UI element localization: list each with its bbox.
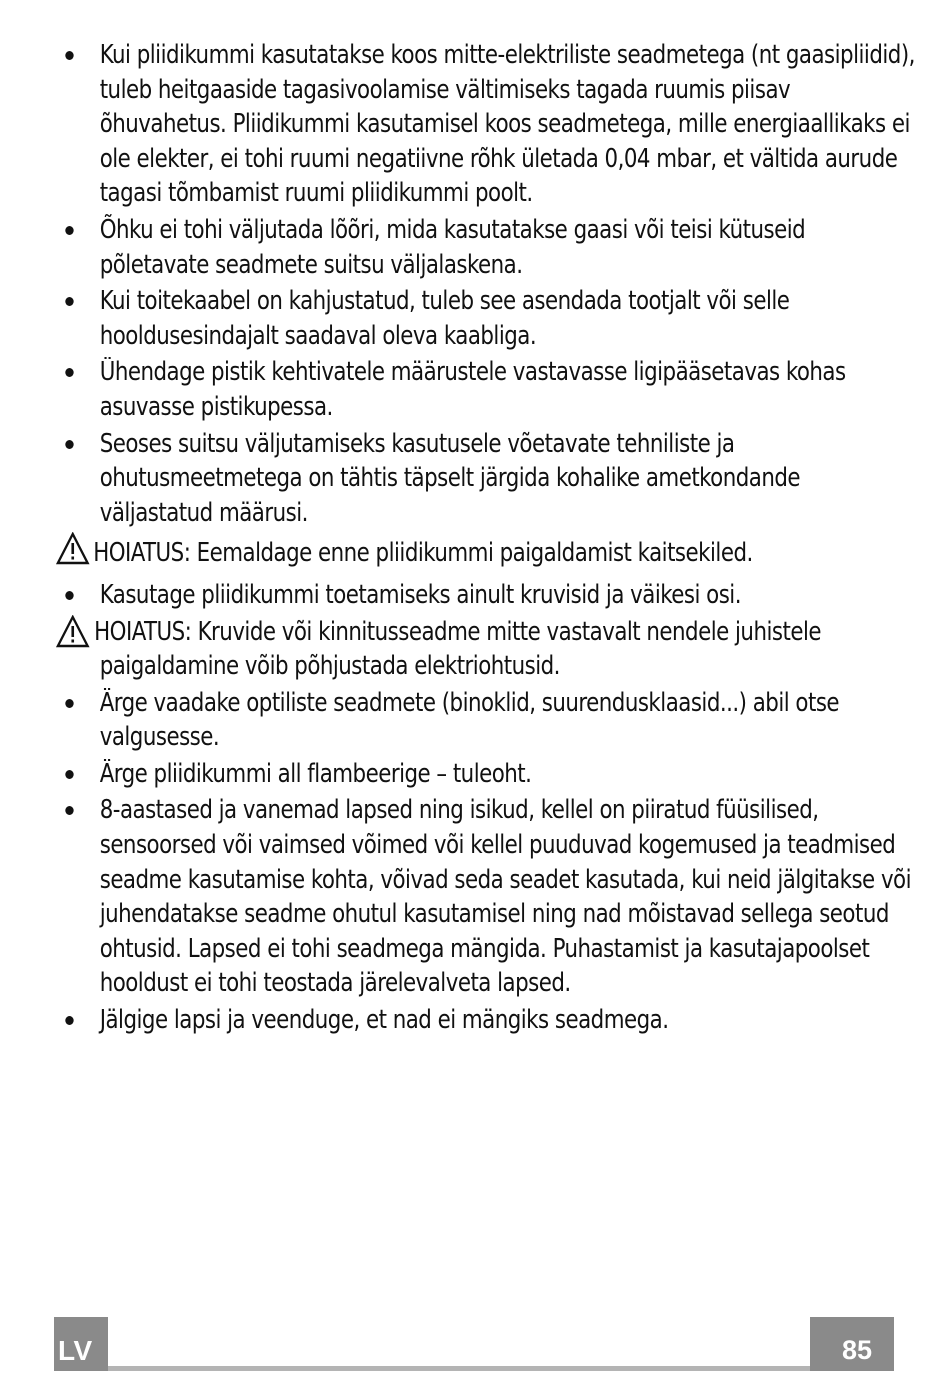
page-number-box <box>810 1317 894 1371</box>
warning-label: HOIATUS: <box>93 538 191 569</box>
language-tab <box>54 1317 108 1371</box>
warning-triangle-icon <box>56 532 89 576</box>
page-number: 85 <box>841 1335 872 1365</box>
list-item <box>56 793 918 1001</box>
list-item <box>56 686 918 755</box>
warning-notice <box>56 532 874 576</box>
bullet-icon <box>60 578 79 613</box>
warning-notice <box>56 615 918 684</box>
warning-label: HOIATUS: <box>94 616 192 647</box>
bullet-icon <box>60 213 79 248</box>
bullet-icon <box>60 757 79 792</box>
bullet-icon <box>60 1003 79 1038</box>
language-code: LV <box>58 1335 93 1366</box>
list-item <box>56 757 918 792</box>
bullet-icon <box>60 38 79 73</box>
list-item-text: Jälgige lapsi ja veenduge, et nad ei mängiks seadmega. <box>99 1005 669 1036</box>
list-item-text: Ärge vaadake optiliste seadmete (binoklid, suurendusklaasid...) abil otse valgusesse. <box>99 687 840 753</box>
bullet-icon <box>60 793 79 828</box>
list-item-text: Seoses suitsu väljutamiseks kasutusele võetavate tehniliste ja ohutusmeetmetega on tähtis täpselt järgida kohalike ametkondande väljastatud määrusi. <box>99 428 800 528</box>
list-item <box>56 578 918 613</box>
list-item <box>56 427 918 531</box>
footer-divider <box>108 1366 810 1371</box>
list-item-text: Kui pliidikummi kasutatakse koos mitte-elektriliste seadmetega (nt gaasipliidid), tuleb heitgaaside tagasivoolamise vältimiseks tagada ruumis piisav õhuvahetus. Pliidikummi kasutamisel koos seadmetega, mille energiaallikaks ei ole elekter, ei tohi ruumi negatiivne rõhk ületada 0,04 mbar, et vältida aurude tagasi tõmbamist ruumi pliidikummi poolt. <box>99 40 915 209</box>
warning-text: Eemaldage enne pliidikummi paigaldamist kaitsekiled. <box>196 538 753 569</box>
list-item <box>56 1003 918 1038</box>
list-item-text: Õhku ei tohi väljutada lõõri, mida kasutatakse gaasi või teisi kütuseid põletavate seadmete suitsu väljalaskena. <box>99 214 806 280</box>
bullet-icon <box>60 284 79 319</box>
bullet-icon <box>60 427 79 462</box>
warning-triangle-icon <box>56 615 89 659</box>
list-item <box>56 284 918 353</box>
warning-text: Kruvide või kinnitusseadme mitte vastavalt nendele juhistele paigaldamine võib põhjustada elektriohtusid. <box>99 616 821 682</box>
list-item-text: Ühendage pistik kehtivatele määrustele vastavasse ligipääsetavas kohas asuvasse pistikupessa. <box>99 357 846 422</box>
bullet-icon <box>60 355 79 390</box>
list-item <box>56 213 918 282</box>
bullet-icon <box>60 686 79 721</box>
list-item <box>56 38 918 211</box>
list-item-text: 8-aastased ja vanemad lapsed ning isikud, kellel on piiratud füüsilised, sensoorsed või vaimsed võimed või kellel puuduvad kogemused ja teadmised seadme kasutamise kohta, võivad seda seadet kasutada, kui neid jälgitakse või juhendatakse seadme ohutul kasutamisel ning nad mõistavad sellega seotud ohtusid. Lapsed ei tohi seadmega mängida. Puhastamist ja kasutajapoolset hooldust ei tohi teostada järelevalveta lapsed. <box>99 795 912 999</box>
list-item <box>56 355 918 424</box>
list-item-text: Kui toitekaabel on kahjustatud, tuleb see asendada tootjalt või selle hooldusesindajalt saadaval oleva kaabliga. <box>99 286 790 351</box>
list-item-text: Kasutage pliidikummi toetamiseks ainult kruvisid ja väikesi osi. <box>99 579 741 610</box>
list-item-text: Ärge pliidikummi all flambeerige – tuleoht. <box>99 758 532 789</box>
page-content <box>56 38 915 1040</box>
